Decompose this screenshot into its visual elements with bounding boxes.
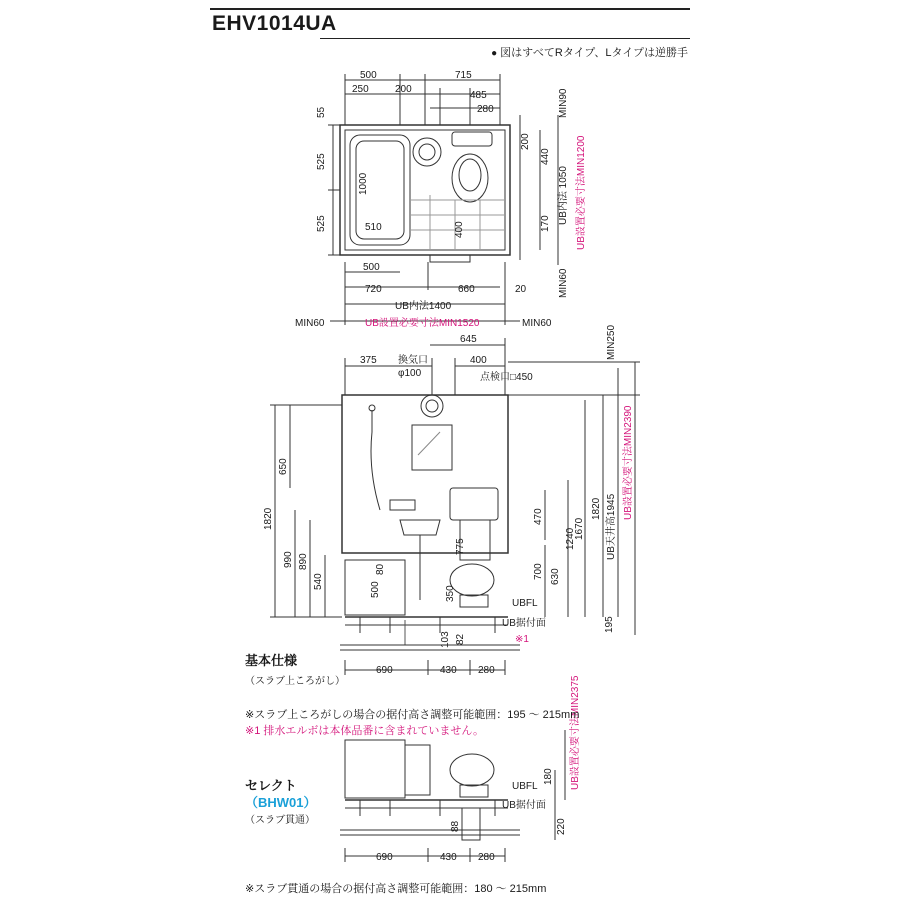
elev-label-note1-ref: ※1 — [515, 634, 529, 645]
elev-dim-1670: 1670 — [574, 517, 585, 540]
plan-dim-min60-left: MIN60 — [295, 318, 325, 329]
plan-dim-485: 485 — [470, 90, 487, 101]
elev-dim-430: 430 — [440, 665, 457, 676]
select-subtitle: （スラブ貫通） — [245, 815, 315, 826]
plan-dim-400: 400 — [454, 221, 465, 238]
elev-dim-ub-ceiling-1945: UB天井高1945 — [606, 493, 617, 560]
elev-dim-375: 375 — [360, 355, 377, 366]
elev-dim-82: 82 — [455, 633, 466, 645]
plan-dim-660: 660 — [458, 284, 475, 295]
elev-dim-1820-left: 1820 — [263, 507, 274, 530]
basic-spec-note-elbow: ※1 排水エルボは本体品番に含まれていません。 — [245, 725, 485, 737]
elev-dim-min250: MIN250 — [606, 324, 617, 360]
elev-label-vent: 換気口 — [398, 355, 428, 366]
select-label-ubfl: UBFL — [512, 781, 538, 792]
elevation-labels — [263, 325, 634, 676]
elev-dim-400: 400 — [470, 355, 487, 366]
plan-dim-min60-right: MIN60 — [558, 268, 569, 298]
elev-dim-540: 540 — [313, 573, 324, 590]
basic-spec-subtitle: （スラブ上ころがし） — [245, 676, 345, 687]
elev-dim-350: 350 — [445, 585, 456, 602]
basic-spec-note: ※スラブ上ころがしの場合の据付高さ調整可能範囲：195 ～ 215mm — [245, 709, 580, 721]
elev-label-ubfl: UBFL — [512, 598, 538, 609]
plan-dim-500: 500 — [360, 70, 377, 81]
elev-dim-700: 700 — [533, 563, 544, 580]
plan-dim-min1520: UB設置必要寸法MIN1520 — [365, 318, 480, 329]
plan-dim-280: 280 — [477, 104, 494, 115]
plan-dim-440: 440 — [540, 148, 551, 165]
plan-dim-min60-bottom: MIN60 — [522, 318, 552, 329]
elev-dim-775: 775 — [455, 538, 466, 555]
plan-dim-1000: 1000 — [358, 172, 369, 195]
elev-dim-195: 195 — [604, 616, 615, 633]
plan-dim-ub-inner-1050: UB内法 1050 — [558, 166, 569, 225]
elev-dim-690: 690 — [376, 665, 393, 676]
plan-dim-170: 170 — [540, 215, 551, 232]
elev-dim-645: 645 — [460, 334, 477, 345]
plan-dim-min1200: UB設置必要寸法MIN1200 — [576, 135, 587, 250]
plan-dim-250: 250 — [352, 84, 369, 95]
bullet-icon: ● — [491, 48, 498, 59]
select-dim-690: 690 — [376, 852, 393, 863]
plan-dim-500-bottom: 500 — [363, 262, 380, 273]
elev-dim-650: 650 — [278, 458, 289, 475]
plan-dim-ub-inner-1400: UB内法1400 — [395, 301, 452, 312]
select-dim-430: 430 — [440, 852, 457, 863]
elevation-view — [270, 338, 640, 675]
plan-dim-720: 720 — [365, 284, 382, 295]
plan-dim-20: 20 — [515, 284, 527, 295]
plan-dim-200: 200 — [395, 84, 412, 95]
plan-dim-525a: 525 — [316, 153, 327, 170]
elev-dim-500: 500 — [370, 581, 381, 598]
elev-dim-890: 890 — [298, 553, 309, 570]
elev-dim-min2390: UB設置必要寸法MIN2390 — [623, 405, 634, 520]
select-dim-88: 88 — [450, 820, 461, 832]
select-dim-180: 180 — [543, 768, 554, 785]
plan-dim-min90: MIN90 — [558, 88, 569, 118]
elev-dim-1240: 1240 — [565, 527, 576, 550]
select-note: ※スラブ貫通の場合の据付高さ調整可能範囲：180 ～ 215mm — [245, 883, 547, 895]
elev-dim-1820-right: 1820 — [591, 497, 602, 520]
elev-dim-80: 80 — [375, 563, 386, 575]
elev-label-install-surface: UB据付面 — [502, 618, 546, 629]
select-title: セレクト — [245, 778, 297, 793]
elev-dim-990: 990 — [283, 551, 294, 568]
basic-spec-title: 基本仕様 — [245, 653, 298, 668]
select-dim-min2375: UB設置必要寸法MIN2375 — [570, 675, 581, 790]
elev-label-inspection: 点検口□450 — [480, 372, 533, 383]
select-view — [340, 730, 565, 862]
elev-dim-280: 280 — [478, 665, 495, 676]
select-label-install-surface: UB据付面 — [502, 800, 546, 811]
select-dim-280: 280 — [478, 852, 495, 863]
elev-dim-103: 103 — [440, 631, 451, 648]
elev-dim-470: 470 — [533, 508, 544, 525]
elev-label-phi100: φ100 — [398, 368, 422, 379]
plan-dim-200-right: 200 — [520, 133, 531, 150]
plan-dim-55: 55 — [316, 106, 327, 118]
select-dim-220: 220 — [556, 818, 567, 835]
top-note-text: 図はすべてRタイプ、Lタイプは逆勝手 — [500, 47, 688, 59]
plan-dim-525b: 525 — [316, 215, 327, 232]
plan-dim-715: 715 — [455, 70, 472, 81]
elev-dim-630: 630 — [550, 568, 561, 585]
select-code: （BHW01） — [245, 795, 317, 810]
model-title: EHV1014UA — [212, 12, 337, 35]
plan-dim-510: 510 — [365, 222, 382, 233]
